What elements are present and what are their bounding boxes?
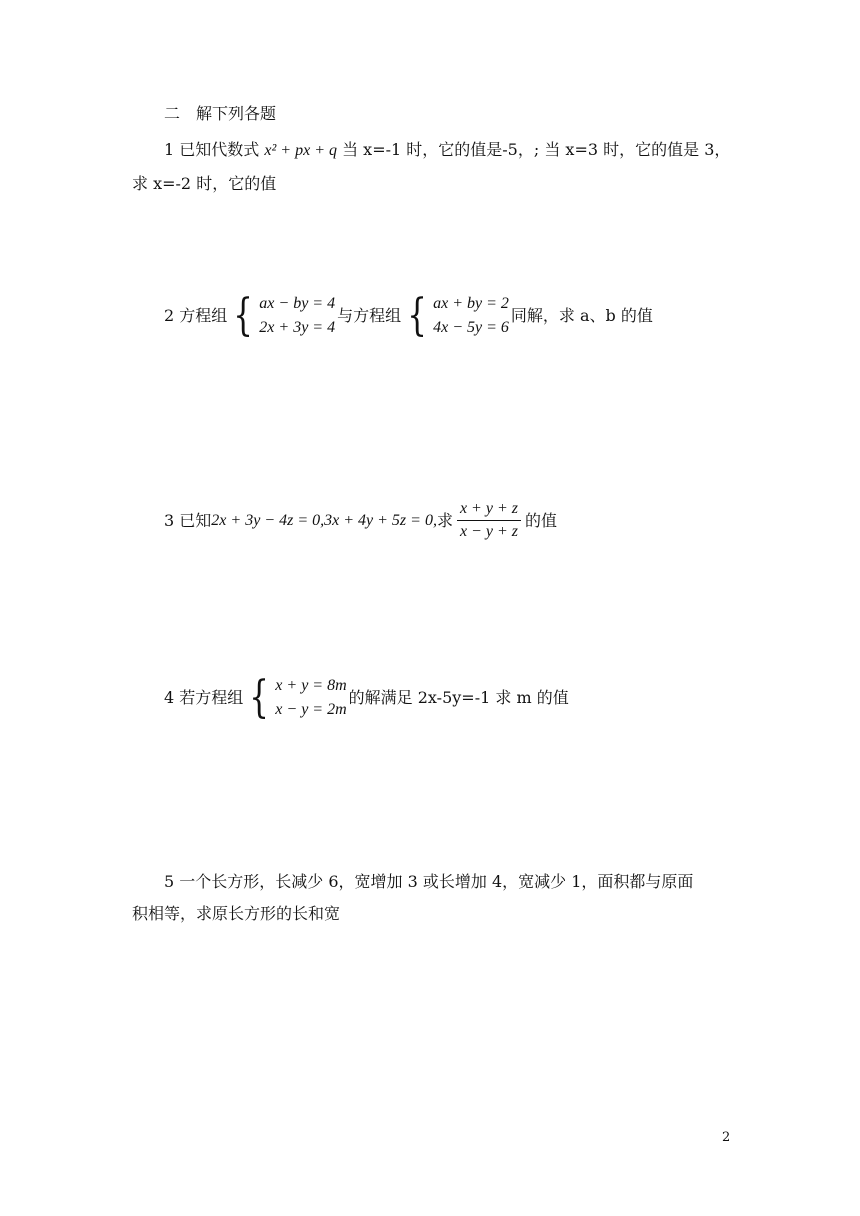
problem-1-text-c: 求 x=-2 时，它的值	[132, 174, 277, 193]
brace: {	[249, 672, 270, 723]
problem-1-line-1	[164, 140, 730, 161]
problem-3-text-b: 求	[436, 510, 453, 530]
fraction	[457, 498, 521, 543]
problem-5-line-1	[164, 872, 693, 892]
equation-system	[245, 674, 346, 722]
equation: ax − by = 4	[259, 295, 336, 312]
brace: {	[407, 290, 427, 341]
fraction-numerator: x + y + z	[457, 498, 521, 521]
equation: 2x + 3y = 4	[259, 319, 336, 336]
problem-2-text-a: 方程组	[179, 306, 228, 325]
problem-2	[164, 292, 653, 340]
equation: x + y = 8m	[275, 677, 347, 694]
problem-5-text-a: 一个长方形，长减少 6，宽增加 3 或长增加 4，宽减少 1，面积都与原面	[179, 872, 694, 891]
equation-system-1	[229, 292, 335, 340]
problem-4-text-a: 若方程组	[179, 688, 244, 707]
equation: 4x − 5y = 6	[433, 319, 509, 336]
problem-3-text-c: 的值	[524, 510, 557, 530]
fraction-denominator: x − y + z	[459, 523, 518, 540]
problem-3-number: 3	[164, 510, 175, 530]
problem-3-text-a: 已知	[179, 510, 212, 530]
problem-1-expression: x² + px + q	[264, 142, 337, 159]
problem-2-text-c: 同解，求 a、b 的值	[510, 306, 653, 325]
problem-1-number: 1	[164, 140, 175, 159]
section-title: 二 解下列各题	[164, 104, 277, 123]
equation: x − y = 2m	[275, 701, 347, 718]
problem-4	[164, 674, 569, 722]
problem-4-text-b: 的解满足 2x-5y=-1 求 m 的值	[348, 688, 569, 707]
problem-2-text-b: 与方程组	[337, 306, 402, 325]
problem-5-text-b: 积相等，求原长方形的长和宽	[132, 904, 341, 923]
equation-system-2	[403, 292, 509, 340]
problem-3	[164, 498, 557, 543]
problem-5-number: 5	[164, 872, 175, 891]
problem-4-number: 4	[164, 688, 175, 707]
brace: {	[233, 290, 254, 341]
problem-3-expression: 2x + 3y − 4z = 0,3x + 4y + 5z = 0,	[211, 511, 437, 529]
page-number: 2	[722, 1130, 731, 1145]
equation: ax + by = 2	[433, 295, 509, 312]
problem-2-number: 2	[164, 306, 175, 325]
problem-1-text-a: 已知代数式	[179, 140, 260, 159]
problem-1-text-b: 当 x=-1 时，它的值是-5，; 当 x=3 时，它的值是 3，	[342, 140, 731, 159]
